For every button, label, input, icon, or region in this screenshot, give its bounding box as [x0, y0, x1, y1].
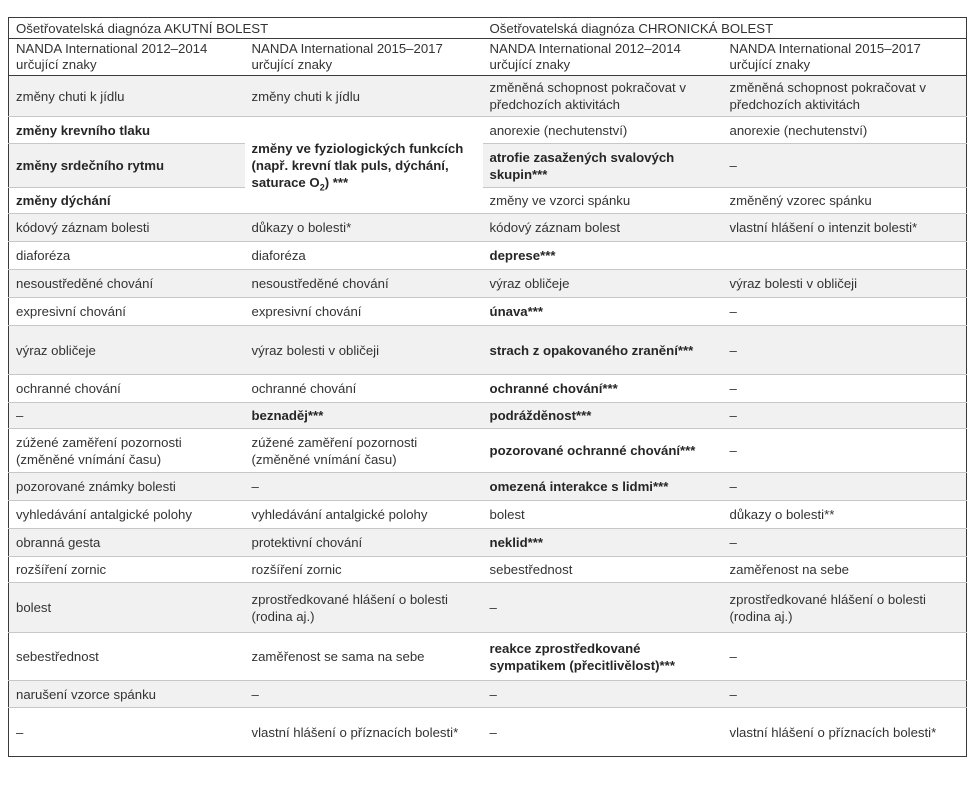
cell-text: strach z opakovaného zranění***	[489, 342, 694, 358]
table-row	[9, 76, 967, 117]
cell-text: podrážděnost***	[489, 408, 592, 423]
cell-text: protektivní chování	[251, 535, 363, 550]
table-cell	[9, 326, 245, 375]
table-row	[9, 375, 967, 403]
table-row	[9, 214, 967, 242]
column-header-subtitle: určující znaky	[251, 57, 333, 72]
cell-text: vyhledávání antalgické polohy	[16, 507, 192, 522]
group-header-row	[9, 18, 967, 39]
cell-text: atrofie zasažených svalových skupin***	[489, 149, 675, 182]
cell-text: pozorované ochranné chování***	[489, 443, 696, 458]
cell-text: zprostředkované hlášení o bolesti (rodina aj.)	[729, 591, 926, 624]
cell-text: zprostředkované hlášení o bolesti (rodina aj.)	[251, 591, 448, 624]
table-cell	[245, 583, 483, 633]
cell-text: bolest	[16, 600, 52, 615]
table-cell	[9, 403, 245, 429]
table-cell	[723, 501, 967, 529]
column-header-title: NANDA International 2012–2014	[489, 41, 681, 56]
table-cell	[483, 583, 723, 633]
column-header	[245, 39, 483, 76]
table-cell	[483, 429, 723, 473]
table-cell	[9, 270, 245, 298]
table-cell	[245, 242, 483, 270]
table-cell	[9, 681, 245, 708]
group-header-acute: Ošetřovatelská diagnóza AKUTNÍ BOLEST	[9, 18, 483, 39]
column-header-subtitle: určující znaky	[489, 57, 571, 72]
table-cell	[245, 326, 483, 375]
cell-text: kódový záznam bolest	[489, 220, 620, 235]
cell-text: –	[16, 408, 24, 423]
table-cell	[9, 429, 245, 473]
sub-header-row	[9, 39, 967, 76]
cell-text: zaměřenost na sebe	[729, 562, 850, 577]
cell-text: změny dýchání	[16, 193, 111, 208]
cell-text: vlastní hlášení o příznacích bolesti*	[251, 724, 459, 740]
cell-text: –	[729, 381, 737, 396]
table-row	[9, 117, 967, 144]
table-cell	[245, 76, 483, 117]
table-row	[9, 583, 967, 633]
cell-text: beznaděj***	[251, 408, 324, 423]
table-cell	[245, 375, 483, 403]
table-cell	[483, 375, 723, 403]
cell-text: bolest	[489, 507, 525, 522]
table-row	[9, 429, 967, 473]
cell-text: obranná gesta	[16, 535, 101, 550]
cell-text: –	[729, 158, 737, 173]
table-cell	[245, 429, 483, 473]
table-cell	[723, 326, 967, 375]
cell-text: zúžené zaměření pozornosti (změněné vnímání času)	[16, 434, 182, 467]
table-cell	[245, 270, 483, 298]
table-cell	[245, 403, 483, 429]
group-header-chronic: Ošetřovatelská diagnóza CHRONICKÁ BOLEST	[483, 18, 967, 39]
cell-text: důkazy o bolesti**	[729, 507, 835, 522]
cell-text: nesoustředěné chování	[16, 276, 154, 291]
table-cell	[483, 326, 723, 375]
column-header-subtitle: určující znaky	[729, 57, 811, 72]
cell-text: –	[729, 304, 737, 319]
cell-text: –	[729, 686, 737, 702]
table-cell	[723, 633, 967, 681]
column-header-title: NANDA International 2015–2017	[251, 41, 443, 56]
cell-text: změny ve fyziologických funkcích (např. krevní tlak puls, dýchání, saturace O	[251, 140, 464, 190]
cell-text: změny krevního tlaku	[16, 122, 151, 138]
cell-text: důkazy o bolesti*	[251, 220, 352, 235]
table-cell	[483, 501, 723, 529]
cell-text: výraz obličeje	[489, 276, 570, 291]
cell-text: pozorované známky bolesti	[16, 479, 176, 494]
table-cell	[723, 557, 967, 583]
cell-text: reakce zprostředkované sympatikem (přecitlivělost)***	[489, 640, 675, 673]
cell-text: rozšíření zornic	[16, 562, 107, 577]
table-row	[9, 326, 967, 375]
table-cell	[9, 76, 245, 117]
table-cell	[9, 117, 245, 144]
table-cell	[483, 214, 723, 242]
table-cell	[723, 708, 967, 757]
table-cell	[723, 375, 967, 403]
table-row	[9, 529, 967, 557]
cell-text: diaforéza	[251, 248, 306, 263]
cell-text: –	[489, 600, 497, 615]
cell-text: –	[729, 649, 737, 664]
table-cell	[9, 188, 245, 214]
table-cell	[9, 473, 245, 501]
column-header	[483, 39, 723, 76]
table-cell	[9, 708, 245, 757]
table-cell	[483, 144, 723, 188]
table-cell	[723, 583, 967, 633]
table-row	[9, 270, 967, 298]
table-cell	[483, 681, 723, 708]
cell-text: výraz bolesti v obličeji	[251, 342, 380, 358]
column-header-subtitle: určující znaky	[16, 57, 97, 72]
table-cell	[483, 242, 723, 270]
table-cell	[245, 529, 483, 557]
table-cell	[723, 270, 967, 298]
cell-text: změněná schopnost pokračovat v předchozích aktivitách	[729, 80, 926, 112]
table-cell	[723, 473, 967, 501]
nanda-comparison-table	[8, 17, 967, 757]
table-cell	[723, 188, 967, 214]
table-cell	[723, 298, 967, 326]
cell-subscript: 2	[319, 182, 325, 193]
cell-text: ochranné chování***	[489, 381, 618, 396]
cell-text: expresivní chování	[16, 304, 126, 319]
cell-text: změněná schopnost pokračovat v předchozích aktivitách	[489, 80, 686, 112]
table-cell	[483, 473, 723, 501]
table-cell	[9, 633, 245, 681]
cell-text: –	[489, 686, 497, 702]
table-cell	[483, 529, 723, 557]
cell-text: vlastní hlášení o příznacích bolesti*	[729, 724, 937, 740]
table-row	[9, 298, 967, 326]
table-cell	[483, 117, 723, 144]
table-cell	[245, 501, 483, 529]
cell-text: změny chuti k jídlu	[16, 88, 125, 104]
table-cell	[245, 117, 483, 214]
cell-text: ochranné chování	[251, 381, 357, 396]
table-cell	[9, 144, 245, 188]
table-cell	[9, 242, 245, 270]
table-cell	[483, 633, 723, 681]
cell-text: ochranné chování	[16, 381, 121, 396]
cell-text: sebestřednost	[16, 649, 99, 664]
table-cell	[9, 583, 245, 633]
cell-text: sebestřednost	[489, 562, 573, 577]
table-cell	[9, 298, 245, 326]
table-row	[9, 557, 967, 583]
table-cell	[9, 501, 245, 529]
column-header-title: NANDA International 2012–2014	[16, 41, 208, 56]
column-header	[723, 39, 967, 76]
table-cell	[483, 76, 723, 117]
table-cell	[723, 117, 967, 144]
table-cell	[723, 529, 967, 557]
table-cell	[483, 403, 723, 429]
cell-text: výraz bolesti v obličeji	[729, 276, 858, 291]
cell-text: –	[729, 408, 737, 423]
table-cell	[483, 298, 723, 326]
table-cell	[483, 557, 723, 583]
cell-text: –	[16, 724, 24, 740]
table-row	[9, 403, 967, 429]
cell-text: neklid***	[489, 535, 544, 550]
table-cell	[9, 529, 245, 557]
table-cell	[245, 681, 483, 708]
cell-text: výraz obličeje	[16, 342, 96, 358]
cell-text: expresivní chování	[251, 304, 362, 319]
cell-text: –	[489, 724, 497, 740]
cell-text: anorexie (nechutenství)	[489, 122, 628, 138]
cell-text: změny ve vzorci spánku	[489, 193, 631, 208]
cell-text: omezená interakce s lidmi***	[489, 479, 669, 494]
table-row	[9, 473, 967, 501]
cell-text: změny chuti k jídlu	[251, 88, 360, 104]
cell-text: změny srdečního rytmu	[16, 158, 165, 173]
table-cell	[483, 270, 723, 298]
table-cell	[245, 557, 483, 583]
cell-text: diaforéza	[16, 248, 71, 263]
cell-text: únava***	[489, 304, 544, 319]
table-cell	[9, 557, 245, 583]
table-row	[9, 708, 967, 757]
cell-text: kódový záznam bolesti	[16, 220, 150, 235]
cell-text: –	[251, 479, 259, 494]
cell-text: vyhledávání antalgické polohy	[251, 507, 428, 522]
table-row	[9, 188, 967, 214]
cell-text: nesoustředěné chování	[251, 276, 389, 291]
cell-text: anorexie (nechutenství)	[729, 122, 868, 138]
cell-text: –	[251, 686, 259, 702]
cell-text: –	[729, 535, 737, 550]
table-row	[9, 501, 967, 529]
table-cell	[723, 242, 967, 270]
table-cell	[245, 708, 483, 757]
cell-text: –	[729, 479, 737, 494]
table-cell	[723, 681, 967, 708]
cell-text: –	[729, 342, 737, 358]
cell-text: rozšíření zornic	[251, 562, 342, 577]
table-cell	[723, 403, 967, 429]
table-cell	[483, 708, 723, 757]
cell-text: zaměřenost se sama na sebe	[251, 649, 425, 664]
cell-text: změněný vzorec spánku	[729, 193, 872, 208]
table-cell	[245, 298, 483, 326]
table-cell	[245, 633, 483, 681]
cell-text: deprese***	[489, 248, 556, 263]
table-cell	[245, 473, 483, 501]
table-cell	[483, 188, 723, 214]
table-row	[9, 633, 967, 681]
table-cell	[9, 214, 245, 242]
table-cell	[723, 429, 967, 473]
table-row	[9, 681, 967, 708]
cell-text: narušení vzorce spánku	[16, 686, 157, 702]
table-cell	[723, 144, 967, 188]
cell-text: –	[729, 443, 737, 458]
table-row	[9, 242, 967, 270]
column-header	[9, 39, 245, 76]
cell-text-suffix: ) ***	[324, 174, 349, 190]
cell-text: zúžené zaměření pozornosti (změněné vnímání času)	[251, 434, 418, 467]
column-header-title: NANDA International 2015–2017	[729, 41, 921, 56]
table-cell	[9, 375, 245, 403]
table-cell	[723, 76, 967, 117]
table-cell	[723, 214, 967, 242]
cell-text: vlastní hlášení o intenzit bolesti*	[729, 220, 918, 235]
table-body	[9, 76, 967, 757]
table-row	[9, 144, 967, 188]
table-cell	[245, 214, 483, 242]
